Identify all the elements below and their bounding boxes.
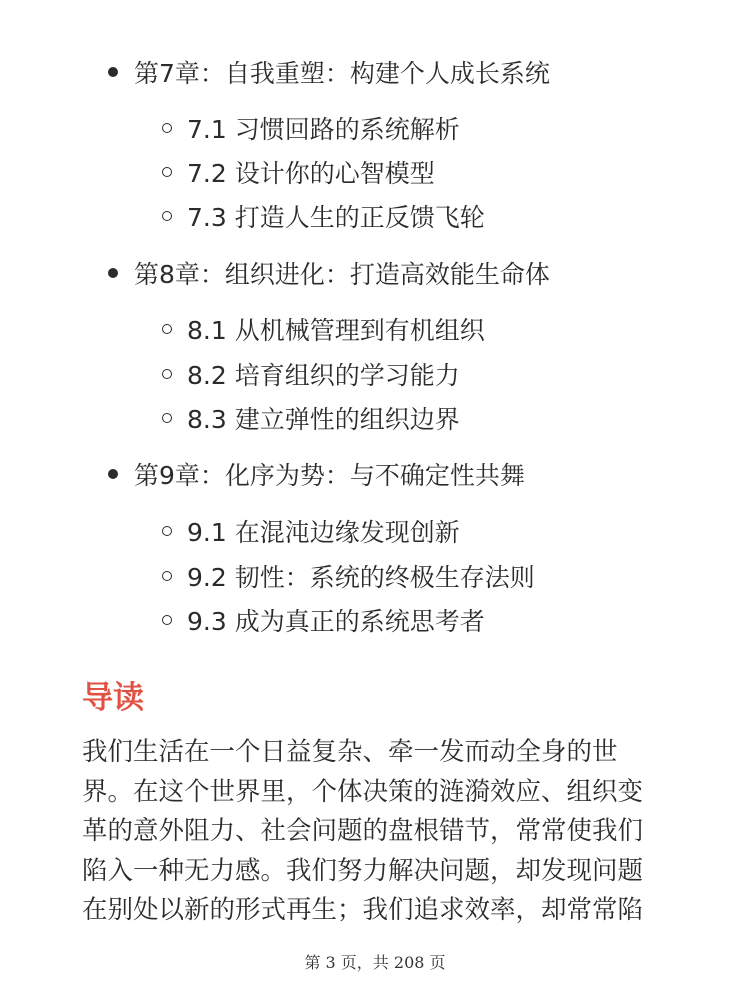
toc-section-8-3[interactable] [162,398,460,438]
bullet-icon [108,67,118,77]
toc-section-9-1[interactable] [162,511,460,551]
circle-bullet-icon [162,526,172,536]
paragraph-line: 我们生活在一个日益复杂、牵一发而动全身的世 [82,737,618,767]
section-title: 8.1 从机械管理到有机组织 [187,316,485,345]
paragraph-line: 陷入一种无力感。我们努力解决问题，却发现问题 [82,855,644,886]
circle-bullet-icon [162,211,172,221]
section-title: 7.1 习惯回路的系统解析 [187,115,460,144]
toc-section-8-1[interactable] [162,309,485,349]
circle-bullet-icon [162,324,172,334]
toc-chapter-9[interactable] [108,454,525,494]
bullet-icon [108,268,118,278]
section-title: 7.3 打造人生的正反馈飞轮 [187,203,485,232]
toc-section-7-2[interactable] [162,152,435,192]
toc-section-7-3[interactable] [162,196,485,236]
section-title: 8.2 培育组织的学习能力 [187,361,460,390]
chapter-title: 第9章：化序为势：与不确定性共舞 [134,461,525,490]
circle-bullet-icon [162,369,172,379]
page-number-footer: 第 3 页，共 208 页 [304,953,446,972]
toc-section-9-3[interactable] [162,600,485,640]
section-title: 7.2 设计你的心智模型 [187,159,435,188]
section-title: 9.1 在混沌边缘发现创新 [187,518,460,547]
section-title: 9.3 成为真正的系统思考者 [187,607,485,636]
section-title: 9.2 韧性：系统的终极生存法则 [187,563,535,592]
circle-bullet-icon [162,615,172,625]
toc-section-9-2[interactable] [162,556,535,596]
intro-heading: 导读 [82,680,144,716]
paragraph-line: 界。在这个世界里，个体决策的涟漪效应、组织变 [82,776,644,807]
circle-bullet-icon [162,571,172,581]
toc-section-8-2[interactable] [162,354,460,394]
intro-paragraph [82,733,672,931]
circle-bullet-icon [162,413,172,423]
toc-chapter-7[interactable] [108,52,550,92]
chapter-title: 第7章：自我重塑：构建个人成长系统 [134,59,550,88]
section-title: 8.3 建立弹性的组织边界 [187,405,460,434]
toc-section-7-1[interactable] [162,108,460,148]
bullet-icon [108,469,118,479]
circle-bullet-icon [162,167,172,177]
paragraph-line: 革的意外阻力、社会问题的盘根错节，常常使我们 [82,816,644,846]
paragraph-line: 在别处以新的形式再生；我们追求效率，却常常陷 [82,895,644,925]
toc-chapter-8[interactable] [108,253,550,293]
circle-bullet-icon [162,123,172,133]
chapter-title: 第8章：组织进化：打造高效能生命体 [134,260,550,289]
